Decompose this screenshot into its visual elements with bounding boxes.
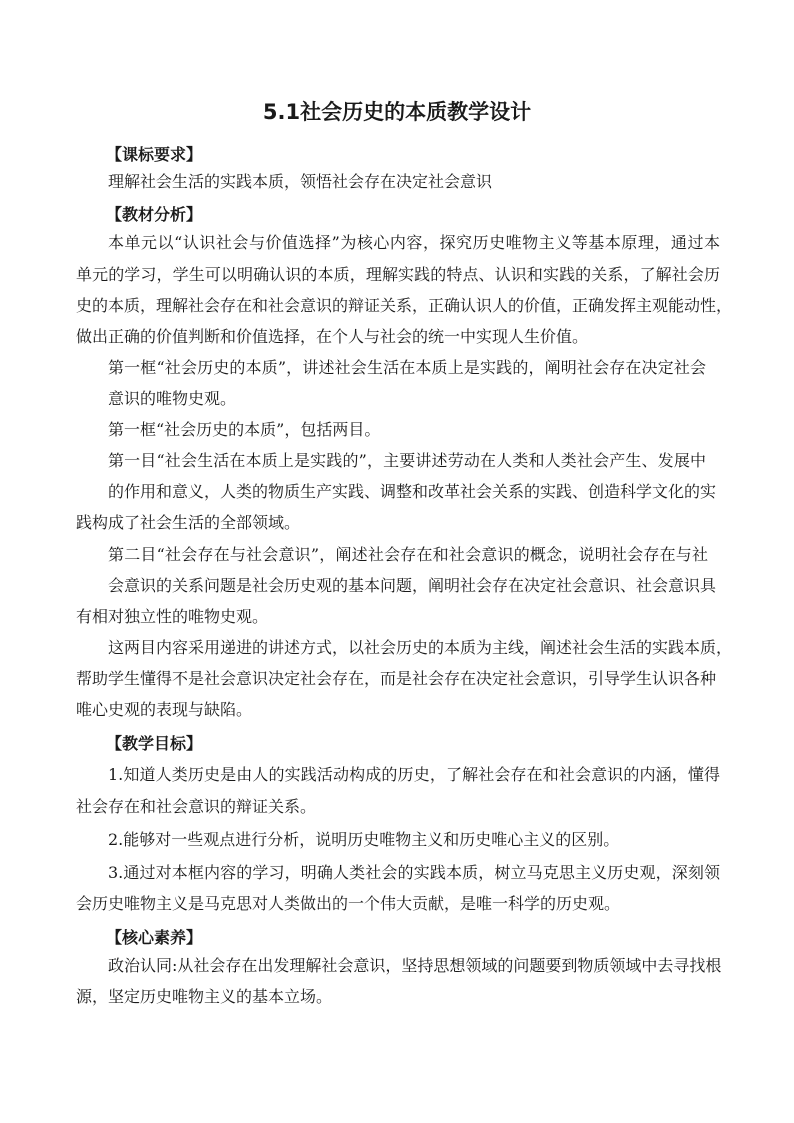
paragraph-line: 政治认同:从社会存在出发理解社会意识，坚持思想领域的问题要到物质领域中去寻找根: [108, 956, 722, 975]
paragraph-line: 践构成了社会生活的全部领域。: [76, 513, 301, 532]
paragraph-line: 有相对独立性的唯物史观。: [76, 607, 269, 626]
section-heading-core-competency: 【核心素养】: [106, 928, 203, 947]
paragraph-line: 源，坚定历史唯物主义的基本立场。: [76, 987, 333, 1006]
paragraph-line: 第二目“社会存在与社会意识”，阐述社会存在和社会意识的概念，说明社会存在与社: [108, 545, 708, 564]
paragraph-line: 本单元以“认识社会与价值选择”为核心内容，探究历史唯物主义等基本原理，通过本: [108, 233, 720, 252]
paragraph-line: 帮助学生懂得不是社会意识决定社会存在，而是社会存在决定社会意识，引导学生认识各种: [76, 669, 717, 688]
paragraph-line: 3.通过对本框内容的学习，明确人类社会的实践本质，树立马克思主义历史观，深刻领: [108, 863, 720, 882]
paragraph-line: 2.能够对一些观点进行分析，说明历史唯物主义和历史唯心主义的区别。: [108, 830, 620, 849]
paragraph-line: 社会存在和社会意识的辩证关系。: [76, 797, 317, 816]
paragraph-line: 会历史唯物主义是马克思对人类做出的一个伟大贡献，是唯一科学的历史观。: [76, 894, 621, 913]
paragraph-line: 第一框“社会历史的本质”，讲述社会生活在本质上是实践的，阐明社会存在决定社会: [108, 358, 706, 377]
paragraph-line: 意识的唯物史观。: [108, 389, 237, 408]
paragraph-line: 会意识的关系问题是社会历史观的基本问题，阐明社会存在决定社会意识、社会意识具: [108, 576, 717, 595]
paragraph-line: 做出正确的价值判断和价值选择，在个人与社会的统一中实现人生价值。: [76, 327, 589, 346]
section-heading-curriculum: 【课标要求】: [106, 145, 203, 164]
paragraph-line: 史的本质，理解社会存在和社会意识的辩证关系，正确认识人的价值，正确发挥主观能动性，: [76, 296, 733, 315]
section-heading-textbook-analysis: 【教材分析】: [106, 205, 203, 224]
paragraph-line: 理解社会生活的实践本质，领悟社会存在决定社会意识: [108, 172, 493, 191]
paragraph-line: 这两目内容采用递进的讲述方式，以社会历史的本质为主线，阐述社会生活的实践本质，: [108, 638, 733, 657]
paragraph-line: 第一框“社会历史的本质”，包括两目。: [108, 420, 381, 439]
page-title: 5.1社会历史的本质教学设计: [262, 100, 532, 124]
paragraph-line: 的作用和意义，人类的物质生产实践、调整和改革社会关系的实践、创造科学文化的实: [108, 482, 717, 501]
paragraph-line: 单元的学习，学生可以明确认识的本质，理解实践的特点、认识和实践的关系，了解社会历: [76, 265, 720, 284]
paragraph-line: 第一目“社会生活在本质上是实践的”，主要讲述劳动在人类和人类社会产生、发展中: [108, 451, 706, 470]
section-heading-teaching-objectives: 【教学目标】: [106, 734, 203, 753]
paragraph-line: 1.知道人类历史是由人的实践活动构成的历史，了解社会存在和社会意识的内涵，懂得: [108, 765, 720, 784]
paragraph-line: 唯心史观的表现与缺陷。: [76, 700, 253, 719]
